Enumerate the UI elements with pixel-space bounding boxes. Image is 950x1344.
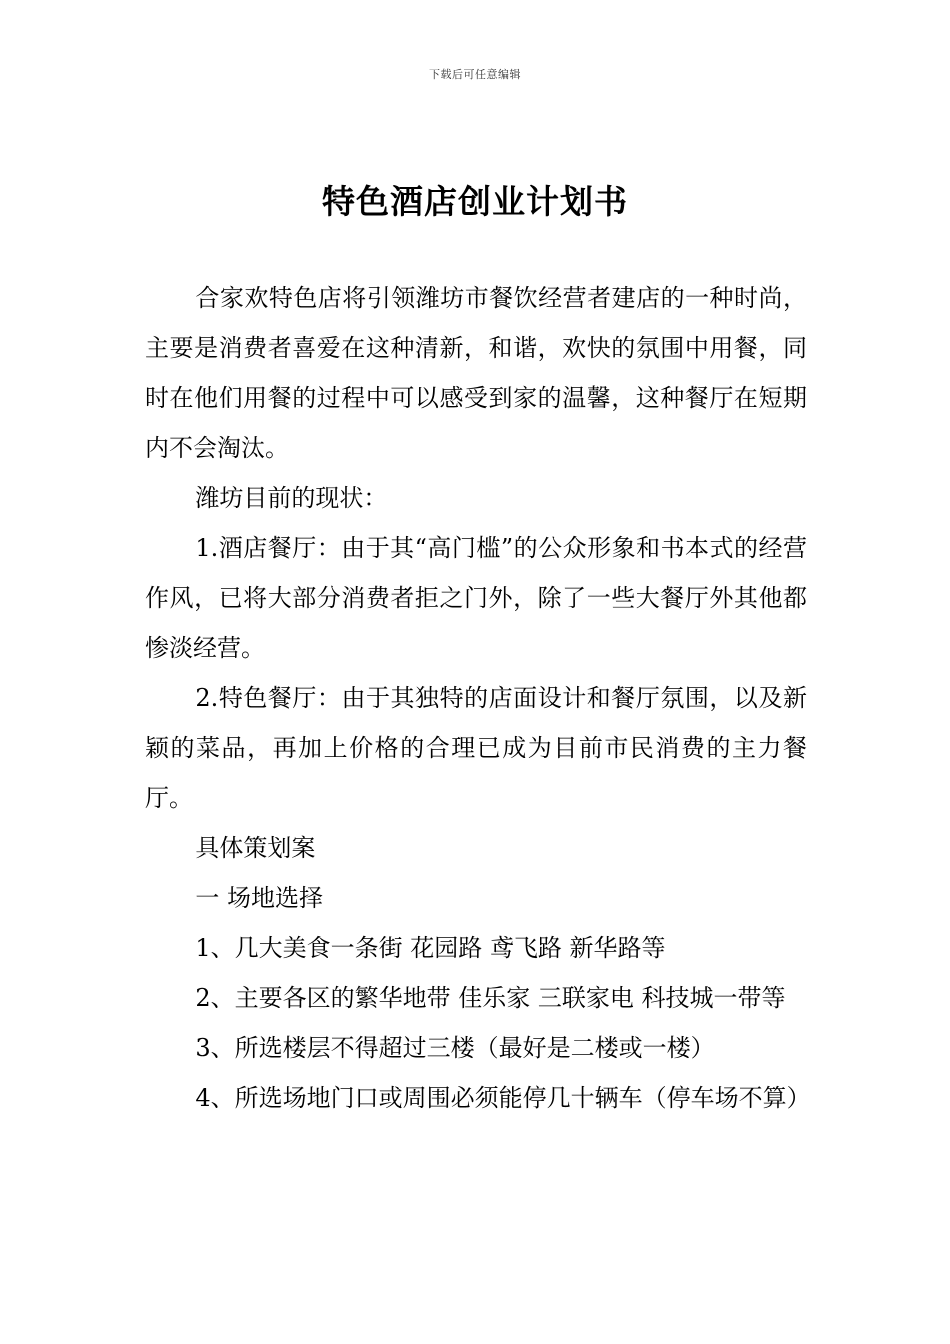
hotel-restaurant-paragraph: 1.酒店餐厅：由于其“高门槛”的公众形象和书本式的经营作风，已将大部分消费者拒之门外，除了一些大餐厅外其他都惨淡经营。 bbox=[145, 534, 807, 662]
page-header-note: 下载后可任意编辑 bbox=[429, 68, 521, 81]
site-item-1: 1、几大美食一条街 花园路 鸢飞路 新华路等 bbox=[195, 934, 666, 962]
specialty-restaurant-paragraph: 2.特色餐厅：由于其独特的店面设计和餐厅氛围，以及新颖的菜品，再加上价格的合理已成为目前市民消费的主力餐厅。 bbox=[145, 684, 807, 812]
site-selection-heading: 一 场地选择 bbox=[195, 884, 324, 912]
plan-heading: 具体策划案 bbox=[195, 834, 316, 862]
current-status-heading: 潍坊目前的现状： bbox=[195, 484, 388, 512]
document-body bbox=[145, 273, 811, 1123]
site-item-4: 4、所选场地门口或周围必须能停几十辆车（停车场不算） bbox=[195, 1084, 811, 1112]
site-item-2: 2、主要各区的繁华地带 佳乐家 三联家电 科技城一带等 bbox=[195, 984, 786, 1012]
site-item-3: 3、所选楼层不得超过三楼（最好是二楼或一楼） bbox=[195, 1034, 715, 1062]
intro-paragraph: 合家欢特色店将引领潍坊市餐饮经营者建店的一种时尚，主要是消费者喜爱在这种清新，和谐，欢快的氛围中用餐，同时在他们用餐的过程中可以感受到家的温馨，这种餐厅在短期内不会淘汰。 bbox=[145, 284, 807, 462]
document-title: 特色酒店创业计划书 bbox=[322, 182, 628, 221]
